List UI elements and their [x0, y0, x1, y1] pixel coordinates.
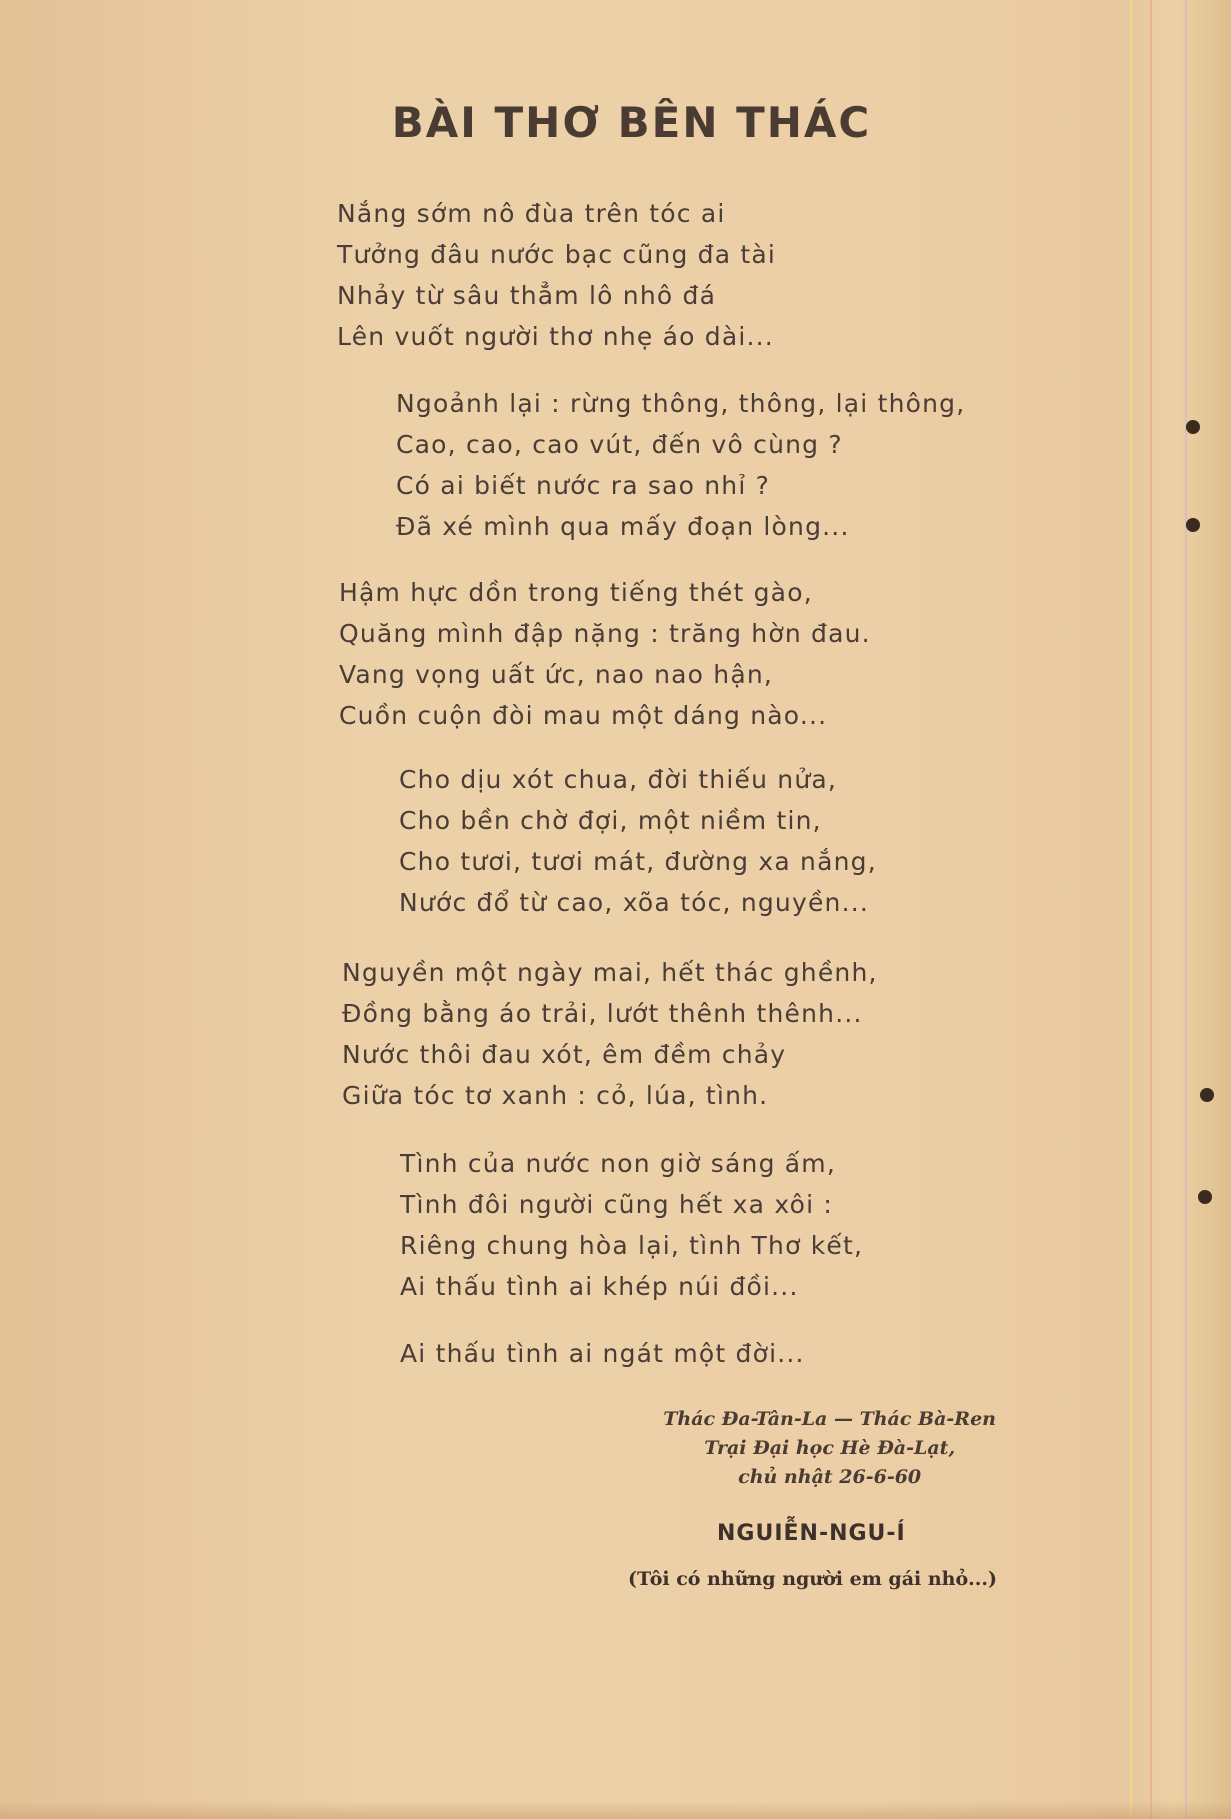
place-line: Thác Đa-Tân-La — Thác Bà-Ren — [663, 1408, 996, 1430]
punch-hole — [1200, 1088, 1214, 1102]
poem-line: Cho dịu xót chua, đời thiếu nửa, — [399, 765, 838, 794]
poem-line: Ai thấu tình ai khép núi đồi... — [400, 1272, 799, 1301]
poem-line: Lên vuốt người thơ nhẹ áo dài... — [337, 322, 774, 351]
poem-line: Nhảy từ sâu thẳm lô nhô đá — [337, 281, 717, 310]
poem-line: Vang vọng uất ức, nao nao hận, — [339, 660, 774, 689]
margin-line — [1150, 0, 1152, 1819]
poem-line: Nắng sớm nô đùa trên tóc ai — [337, 199, 726, 228]
poem-line: Cho bền chờ đợi, một niềm tin, — [399, 806, 822, 835]
poem-line: Cuồn cuộn đòi mau một dáng nào... — [339, 701, 828, 730]
poem-line: Tưởng đâu nước bạc cũng đa tài — [337, 240, 777, 269]
author-name: NGUIỄN-NGU-Í — [717, 1521, 906, 1546]
poem-line: Hậm hực dồn trong tiếng thét gào, — [339, 578, 813, 607]
poem-line: Tình của nước non giờ sáng ấm, — [400, 1149, 836, 1178]
stanza-3 — [339, 572, 871, 736]
punch-hole — [1198, 1190, 1212, 1204]
stanza-4 — [399, 759, 877, 923]
margin-line — [1185, 0, 1187, 1819]
poem-line: Ai thấu tình ai ngát một đời... — [400, 1339, 805, 1368]
stanza-6 — [400, 1143, 863, 1307]
poem-line: Cao, cao, cao vút, đến vô cùng ? — [396, 430, 843, 459]
punch-hole — [1186, 420, 1200, 434]
poem-line: Đồng bằng áo trải, lướt thênh thênh... — [342, 999, 863, 1028]
poem-line: Nước đổ từ cao, xõa tóc, nguyền... — [399, 888, 870, 917]
poem-line: Cho tươi, tươi mát, đường xa nắng, — [399, 847, 877, 876]
poem-line: Nước thôi đau xót, êm đềm chảy — [342, 1040, 787, 1069]
place-line: Trại Đại học Hè Đà-Lạt, — [704, 1437, 956, 1459]
poem-line: Có ai biết nước ra sao nhỉ ? — [396, 471, 771, 500]
poem-line: Giữa tóc tơ xanh : cỏ, lúa, tình. — [342, 1081, 769, 1110]
poem-title: BÀI THƠ BÊN THÁC — [391, 98, 872, 147]
date-line: chủ nhật 26-6-60 — [738, 1466, 922, 1488]
place-date — [663, 1405, 996, 1492]
stanza-1 — [337, 193, 776, 357]
stanza-7 — [400, 1333, 805, 1374]
stanza-2 — [396, 383, 965, 547]
poem-line: Đã xé mình qua mấy đoạn lòng... — [396, 512, 850, 541]
page-bottom-edge — [0, 1801, 1231, 1819]
poem-line: Riêng chung hòa lại, tình Thơ kết, — [400, 1231, 864, 1260]
stanza-5 — [342, 952, 878, 1116]
poem-line: Ngoảnh lại : rừng thông, thông, lại thông, — [396, 389, 966, 418]
author-note: (Tôi có những người em gái nhỏ...) — [628, 1568, 997, 1590]
margin-line — [1130, 0, 1132, 1819]
punch-hole — [1186, 518, 1200, 532]
poem-line: Nguyền một ngày mai, hết thác ghềnh, — [342, 958, 878, 987]
poem-line: Quăng mình đập nặng : trăng hờn đau. — [339, 619, 871, 648]
poem-line: Tình đôi người cũng hết xa xôi : — [400, 1190, 833, 1219]
